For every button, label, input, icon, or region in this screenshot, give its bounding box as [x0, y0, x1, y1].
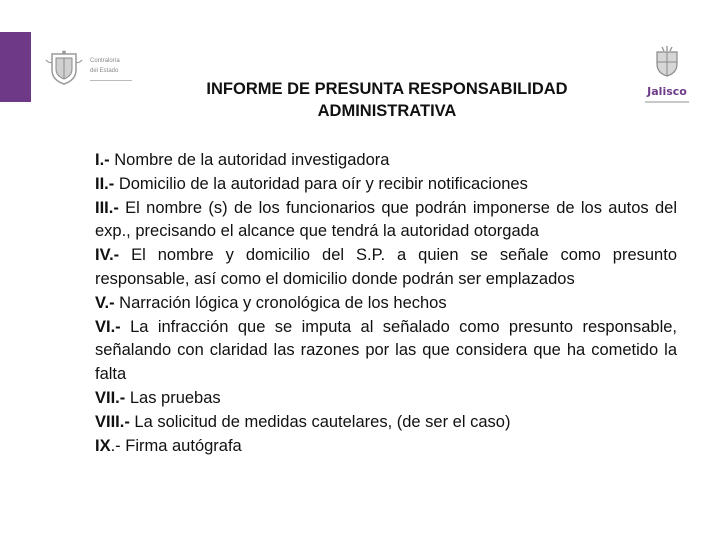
item-number: VII.- [95, 388, 126, 407]
jalisco-wordmark: Jalisco [647, 85, 687, 98]
list-item [95, 387, 677, 411]
item-number: VI.- [95, 317, 121, 336]
list-item [95, 173, 677, 197]
item-number: V.- [95, 293, 115, 312]
logo-left-rule [90, 80, 132, 81]
item-text: Narración lógica y cronológica de los hechos [114, 293, 447, 312]
item-number: IV.- [95, 246, 120, 265]
jalisco-rule [645, 101, 689, 103]
item-text: La infracción que se imputa al señalado como presunto responsable, señalando con claridad las razones por las que considera que ha cometido la falta [95, 317, 677, 384]
list-item [95, 316, 677, 387]
requirements-list [95, 149, 677, 458]
list-item [95, 244, 677, 292]
item-number: VIII.- [95, 412, 130, 431]
item-text: Las pruebas [125, 388, 221, 407]
list-item [95, 435, 677, 459]
item-number: IX [95, 436, 111, 455]
item-number: I.- [95, 151, 110, 169]
logo-left-line2: del Estado [90, 67, 119, 74]
item-text: Nombre de la autoridad investigadora [109, 151, 390, 169]
jalisco-coat-of-arms-icon [650, 46, 684, 78]
list-item [95, 292, 677, 316]
item-text: El nombre y domicilio del S.P. a quien se señale como presunto responsable, así como el domicilio donde podrán ser emplazados [95, 246, 677, 288]
logo-left-line1: Contraloría [90, 57, 120, 64]
item-number: III.- [95, 198, 119, 217]
item-text: .- Firma autógrafa [110, 436, 242, 455]
jalisco-logo [636, 46, 698, 103]
page-title [150, 78, 624, 122]
item-number: II.- [95, 174, 115, 193]
accent-bar [0, 32, 31, 102]
list-item [95, 411, 677, 435]
list-item [95, 149, 677, 173]
item-text: El nombre (s) de los funcionarios que podrán imponerse de los autos del exp., precisando el alcance que tendrá la autoridad otorgada [95, 198, 677, 241]
title-line-2: ADMINISTRATIVA [317, 102, 457, 120]
item-text: La solicitud de medidas cautelares, (de ser el caso) [129, 412, 511, 431]
coat-of-arms-icon [44, 50, 84, 86]
item-text: Domicilio de la autoridad para oír y recibir notificaciones [114, 174, 528, 193]
title-line-1: INFORME DE PRESUNTA RESPONSABILIDAD [206, 80, 568, 98]
list-item [95, 197, 677, 245]
contraloria-logo [44, 50, 132, 86]
logo-left-text [90, 56, 132, 81]
